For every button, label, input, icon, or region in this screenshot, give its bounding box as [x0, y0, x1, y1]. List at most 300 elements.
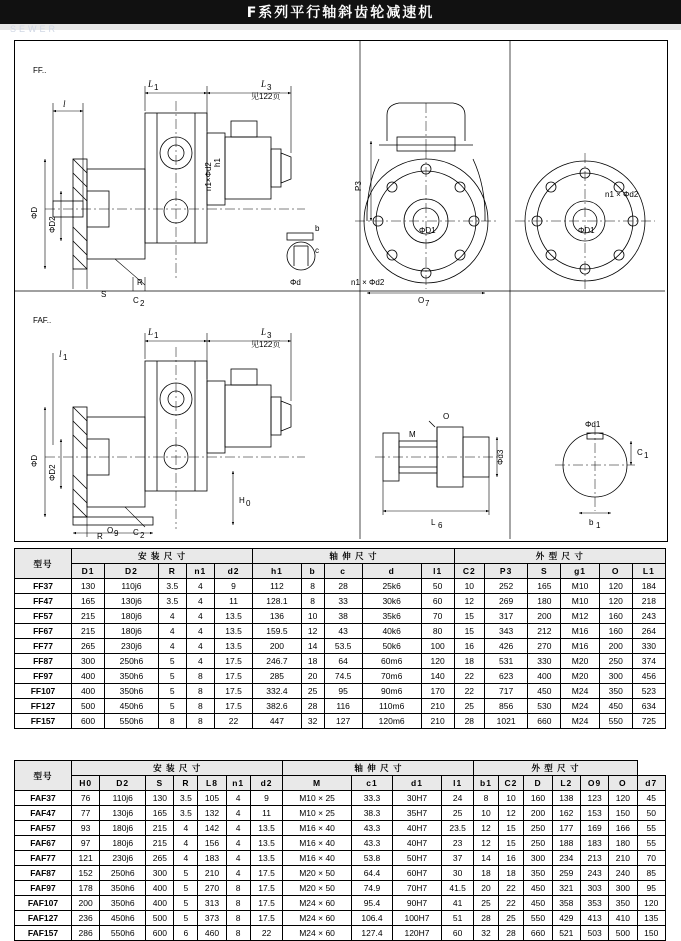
cell-value: 600	[146, 926, 174, 941]
th-D2: D2	[105, 564, 159, 579]
note-page-ref: 见122页	[251, 92, 281, 101]
cell-value: 243	[632, 609, 665, 624]
table-row	[15, 881, 666, 896]
cell-value: 166	[609, 821, 637, 836]
cell-value: 550h6	[105, 714, 159, 729]
cell-value: 18	[454, 654, 484, 669]
cell-value: 130	[72, 579, 105, 594]
cell-value: 13.5	[214, 639, 252, 654]
cell-value: 17.5	[250, 896, 283, 911]
cell-value: 70H7	[393, 881, 442, 896]
cell-value: 165	[146, 806, 174, 821]
cell-model: FF157	[15, 714, 72, 729]
cell-value: 4	[226, 821, 250, 836]
cell-value: 30	[441, 866, 474, 881]
cell-value: 300	[72, 654, 105, 669]
cell-value: 60m6	[362, 654, 421, 669]
cell-value: 45	[637, 791, 666, 806]
cell-value: 330	[632, 639, 665, 654]
cell-value: 50H7	[393, 851, 442, 866]
cell-value: 170	[421, 684, 454, 699]
dim-R-faf: R	[97, 532, 103, 539]
cell-value: 13.5	[214, 624, 252, 639]
cell-value: 353	[580, 896, 608, 911]
cell-value: 106.4	[351, 911, 393, 926]
dim-c1-end: C	[637, 448, 643, 457]
cell-value: 15	[498, 836, 524, 851]
svg-text:1: 1	[154, 83, 159, 92]
cell-value: 180j6	[100, 821, 146, 836]
cell-value: 265	[146, 851, 174, 866]
cell-value: 5	[158, 654, 186, 669]
cell-value: 4	[186, 639, 214, 654]
th-O: O	[599, 564, 632, 579]
cell-value: M24 × 60	[283, 911, 351, 926]
cell-value: 358	[552, 896, 580, 911]
cell-value: 128.1	[253, 594, 302, 609]
dim-n1-phid2: n1 × Φd2	[351, 278, 385, 287]
cell-value: 265	[72, 639, 105, 654]
cell-value: 321	[552, 881, 580, 896]
svg-text:1: 1	[644, 451, 649, 460]
cell-value: 100	[421, 639, 454, 654]
svg-text:3: 3	[267, 331, 272, 340]
cell-value: 130j6	[100, 806, 146, 821]
cell-value: 350h6	[100, 881, 146, 896]
dim-l6: L	[431, 518, 436, 527]
cell-value: 269	[484, 594, 527, 609]
cell-value: 53.5	[324, 639, 362, 654]
cell-value: 162	[552, 806, 580, 821]
cell-value: 400	[146, 896, 174, 911]
cell-value: 5	[174, 866, 198, 881]
dim-phid3: Φd3	[496, 449, 505, 465]
cell-value: 13.5	[214, 609, 252, 624]
cell-value: 250	[599, 654, 632, 669]
table1-group-row	[15, 549, 666, 564]
cell-value: 10	[454, 579, 484, 594]
cell-value: 240	[609, 866, 637, 881]
cell-value: 623	[484, 669, 527, 684]
cell-value: 18	[301, 654, 324, 669]
cell-value: 55	[637, 821, 666, 836]
cell-model: FAF67	[15, 836, 72, 851]
cell-value: 250	[524, 821, 552, 836]
cell-value: 41	[441, 896, 474, 911]
dim-S: S	[101, 290, 107, 299]
cell-value: 246.7	[253, 654, 302, 669]
cell-value: 12	[474, 821, 498, 836]
cell-value: 4	[174, 821, 198, 836]
cell-value: 5	[174, 881, 198, 896]
cell-value: 286	[72, 926, 100, 941]
dim-phid: Φd	[290, 278, 301, 287]
cell-value: 43.3	[351, 836, 393, 851]
watermark-text: SEWER	[10, 24, 59, 34]
drawing-svg	[15, 41, 665, 539]
cell-model: FAF157	[15, 926, 72, 941]
svg-text:1: 1	[63, 353, 68, 362]
cell-value: 120	[599, 579, 632, 594]
cell-value: 120	[609, 791, 637, 806]
cell-value: 17.5	[250, 881, 283, 896]
cell-value: 16	[454, 639, 484, 654]
cell-value: 18	[474, 866, 498, 881]
cell-value: 77	[72, 806, 100, 821]
dim-l: l	[63, 99, 66, 109]
table1-col-row	[15, 564, 666, 579]
cell-value: 300	[609, 881, 637, 896]
table-row	[15, 911, 666, 926]
cell-value: 13.5	[250, 836, 283, 851]
cell-value: 152	[72, 866, 100, 881]
cell-value: 17.5	[214, 684, 252, 699]
cell-model: FF77	[15, 639, 72, 654]
cell-value: 25	[441, 806, 474, 821]
dim-n1-phid2-right: n1 × Φd2	[605, 190, 639, 199]
cell-value: M20 × 50	[283, 881, 351, 896]
cell-value: 17.5	[250, 866, 283, 881]
cell-value: 350h6	[105, 684, 159, 699]
cell-value: 50k6	[362, 639, 421, 654]
cell-value: 4	[158, 609, 186, 624]
cell-value: 76	[72, 791, 100, 806]
cell-value: 13.5	[250, 851, 283, 866]
cell-value: 153	[580, 806, 608, 821]
cell-value: 856	[484, 699, 527, 714]
cell-value: 25	[474, 896, 498, 911]
th2-d7: d7	[637, 776, 666, 791]
cell-model: FF87	[15, 654, 72, 669]
cell-value: 350	[609, 896, 637, 911]
cell-value: 120m6	[362, 714, 421, 729]
cell-value: 16	[498, 851, 524, 866]
cell-value: 200	[253, 639, 302, 654]
table-row	[15, 791, 666, 806]
cell-value: 165	[72, 594, 105, 609]
cell-value: 212	[528, 624, 561, 639]
cell-value: 4	[174, 836, 198, 851]
cell-value: 8	[186, 714, 214, 729]
cell-value: M24	[561, 714, 599, 729]
cell-value: 450	[524, 896, 552, 911]
cell-value: 93	[72, 821, 100, 836]
cell-model: FAF97	[15, 881, 72, 896]
cell-value: 142	[198, 821, 226, 836]
cell-value: 150	[609, 806, 637, 821]
cell-value: 4	[174, 851, 198, 866]
cell-value: M10 × 25	[283, 791, 351, 806]
th2-L8: L8	[198, 776, 226, 791]
cell-value: 456	[632, 669, 665, 684]
cell-value: 156	[198, 836, 226, 851]
cell-value: 160	[524, 791, 552, 806]
cell-value: 500	[609, 926, 637, 941]
cell-value: 40H7	[393, 836, 442, 851]
cell-value: 725	[632, 714, 665, 729]
dim-l1-faf: L	[148, 327, 154, 337]
cell-value: M24	[561, 699, 599, 714]
ff-dimension-table	[14, 548, 666, 729]
table-row	[15, 866, 666, 881]
dim-b1-end: b	[589, 518, 594, 527]
cell-value: 130j6	[105, 594, 159, 609]
dim-o7: O	[418, 296, 425, 305]
cell-value: 18	[498, 866, 524, 881]
dim-o9: O	[107, 526, 114, 535]
cell-value: 450h6	[100, 911, 146, 926]
cell-value: 8	[226, 881, 250, 896]
cell-value: 90m6	[362, 684, 421, 699]
cell-value: 180j6	[105, 609, 159, 624]
cell-value: 4	[186, 654, 214, 669]
cell-value: 127	[324, 714, 362, 729]
cell-value: 243	[580, 866, 608, 881]
dim-l1-small: l	[59, 349, 62, 359]
table-row	[15, 609, 666, 624]
cell-value: 660	[528, 714, 561, 729]
cell-value: 60	[421, 594, 454, 609]
cell-value: 5	[174, 896, 198, 911]
cell-value: 17.5	[214, 654, 252, 669]
cell-value: 8	[186, 669, 214, 684]
th-S: S	[528, 564, 561, 579]
table1-head	[15, 549, 666, 579]
cell-value: 200	[599, 639, 632, 654]
cell-value: 32	[301, 714, 324, 729]
cell-value: 25k6	[362, 579, 421, 594]
cell-model: FF127	[15, 699, 72, 714]
cell-value: 135	[637, 911, 666, 926]
cell-model: FAF107	[15, 896, 72, 911]
cell-value: 500	[72, 699, 105, 714]
cell-value: 22	[454, 684, 484, 699]
cell-value: 12	[498, 806, 524, 821]
cell-model: FF57	[15, 609, 72, 624]
cell-value: 43.3	[351, 821, 393, 836]
th-mounting: 安 装 尺 寸	[72, 549, 253, 564]
cell-value: 60	[441, 926, 474, 941]
cell-value: 120	[421, 654, 454, 669]
svg-text:6: 6	[438, 521, 443, 530]
cell-value: 313	[198, 896, 226, 911]
cell-value: 8	[226, 926, 250, 941]
cell-value: 426	[484, 639, 527, 654]
cell-value: 3.5	[158, 594, 186, 609]
cell-value: 350h6	[105, 669, 159, 684]
dim-phiD-faf: ΦD	[30, 454, 39, 467]
cell-value: 28	[454, 714, 484, 729]
cell-value: 3.5	[158, 579, 186, 594]
cell-value: 30k6	[362, 594, 421, 609]
cell-value: 33.3	[351, 791, 393, 806]
cell-value: 23	[441, 836, 474, 851]
cell-value: 22	[498, 881, 524, 896]
cell-value: 85	[637, 866, 666, 881]
cell-value: 8	[301, 579, 324, 594]
th2-shaft: 轴 伸 尺 寸	[283, 761, 474, 776]
th-d2: d2	[214, 564, 252, 579]
cell-value: 5	[158, 699, 186, 714]
th-shaft: 轴 伸 尺 寸	[253, 549, 455, 564]
cell-value: 110j6	[105, 579, 159, 594]
cell-value: 22	[214, 714, 252, 729]
cell-value: 55	[637, 836, 666, 851]
cell-value: 35k6	[362, 609, 421, 624]
dim-l1: L	[148, 79, 154, 89]
cell-value: 178	[72, 881, 100, 896]
th2-O9: O9	[580, 776, 608, 791]
page-title: F系列平行轴斜齿轮减速机	[246, 5, 435, 21]
cell-value: 70	[421, 609, 454, 624]
th-outline: 外 型 尺 寸	[454, 549, 665, 564]
cell-value: 252	[484, 579, 527, 594]
cell-value: 374	[632, 654, 665, 669]
dim-O-detail: O	[443, 412, 450, 421]
cell-value: 330	[528, 654, 561, 669]
cell-value: 180j6	[105, 624, 159, 639]
cell-value: 3.5	[174, 806, 198, 821]
cell-value: M24	[561, 684, 599, 699]
cell-value: 25	[301, 684, 324, 699]
table-row	[15, 926, 666, 941]
cell-value: 20	[301, 669, 324, 684]
cell-value: 188	[552, 836, 580, 851]
cell-value: 350	[599, 684, 632, 699]
dim-c2: C	[133, 296, 139, 305]
table-row	[15, 654, 666, 669]
cell-value: 120H7	[393, 926, 442, 941]
cell-value: 4	[226, 806, 250, 821]
table2-head	[15, 761, 666, 791]
cell-value: 634	[632, 699, 665, 714]
dim-p3: P3	[354, 181, 363, 191]
th2-O: O	[609, 776, 637, 791]
cell-value: 717	[484, 684, 527, 699]
cell-value: 116	[324, 699, 362, 714]
cell-value: 8	[474, 791, 498, 806]
cell-value: 300	[524, 851, 552, 866]
th2-outline: 外 型 尺 寸	[474, 761, 637, 776]
cell-value: 150	[637, 926, 666, 941]
cell-value: 200	[524, 806, 552, 821]
cell-value: 40k6	[362, 624, 421, 639]
cell-value: 17.5	[250, 911, 283, 926]
cell-value: 8	[226, 896, 250, 911]
cell-value: 50	[637, 806, 666, 821]
cell-value: 184	[632, 579, 665, 594]
cell-value: 4	[186, 609, 214, 624]
cell-value: 160	[599, 624, 632, 639]
th2-L2: L2	[552, 776, 580, 791]
th-L1: L1	[632, 564, 665, 579]
cell-value: 5	[174, 911, 198, 926]
cell-value: M10	[561, 579, 599, 594]
cell-value: M16 × 40	[283, 821, 351, 836]
cell-value: 22	[250, 926, 283, 941]
cell-value: 4	[158, 624, 186, 639]
cell-value: 230j6	[100, 851, 146, 866]
cell-model: FAF87	[15, 866, 72, 881]
cell-value: 70m6	[362, 669, 421, 684]
cell-value: 132	[198, 806, 226, 821]
cell-value: 210	[609, 851, 637, 866]
cell-value: 550h6	[100, 926, 146, 941]
table-row	[15, 594, 666, 609]
cell-value: 20	[474, 881, 498, 896]
dim-c: c	[315, 246, 319, 255]
cell-value: 17.5	[214, 669, 252, 684]
cell-value: 210	[421, 699, 454, 714]
cell-value: 215	[146, 821, 174, 836]
cell-value: 531	[484, 654, 527, 669]
cell-value: 400	[72, 669, 105, 684]
table-row	[15, 669, 666, 684]
th-d: d	[362, 564, 421, 579]
svg-text:1: 1	[154, 331, 159, 340]
cell-value: 4	[158, 639, 186, 654]
cell-value: 523	[632, 684, 665, 699]
cell-value: 180	[609, 836, 637, 851]
cell-value: M16 × 40	[283, 836, 351, 851]
cell-value: 550	[599, 714, 632, 729]
cell-value: 530	[528, 699, 561, 714]
cell-value: 10	[301, 609, 324, 624]
cell-value: 350	[524, 866, 552, 881]
table1-body	[15, 579, 666, 729]
th2-C2: C2	[498, 776, 524, 791]
cell-value: 303	[580, 881, 608, 896]
cell-value: 123	[580, 791, 608, 806]
cell-value: 410	[609, 911, 637, 926]
cell-value: 110j6	[100, 791, 146, 806]
cell-value: 429	[552, 911, 580, 926]
cell-value: 74.9	[351, 881, 393, 896]
cell-value: 503	[580, 926, 608, 941]
cell-value: 13.5	[250, 821, 283, 836]
cell-value: 37	[441, 851, 474, 866]
cell-value: 28	[301, 699, 324, 714]
cell-value: 413	[580, 911, 608, 926]
cell-value: 80	[421, 624, 454, 639]
cell-value: 100H7	[393, 911, 442, 926]
svg-text:2: 2	[140, 299, 145, 308]
dim-phiD: ΦD	[30, 206, 39, 219]
cell-value: 28	[498, 926, 524, 941]
cell-value: 23.5	[441, 821, 474, 836]
cell-value: 500	[146, 911, 174, 926]
table-row	[15, 624, 666, 639]
cell-value: 183	[580, 836, 608, 851]
cell-value: 6	[174, 926, 198, 941]
cell-value: 4	[226, 836, 250, 851]
th-D1: D1	[72, 564, 105, 579]
cell-model: FAF47	[15, 806, 72, 821]
cell-value: 210	[421, 714, 454, 729]
cell-value: 38.3	[351, 806, 393, 821]
th2-c1: c1	[351, 776, 393, 791]
cell-value: 400	[146, 881, 174, 896]
cell-value: 450	[599, 699, 632, 714]
cell-value: 138	[552, 791, 580, 806]
cell-value: 1021	[484, 714, 527, 729]
cell-value: 14	[474, 851, 498, 866]
cell-value: 35H7	[393, 806, 442, 821]
dim-h1: h1	[213, 158, 222, 167]
table-row	[15, 639, 666, 654]
cell-value: 230j6	[105, 639, 159, 654]
cell-value: 215	[72, 624, 105, 639]
